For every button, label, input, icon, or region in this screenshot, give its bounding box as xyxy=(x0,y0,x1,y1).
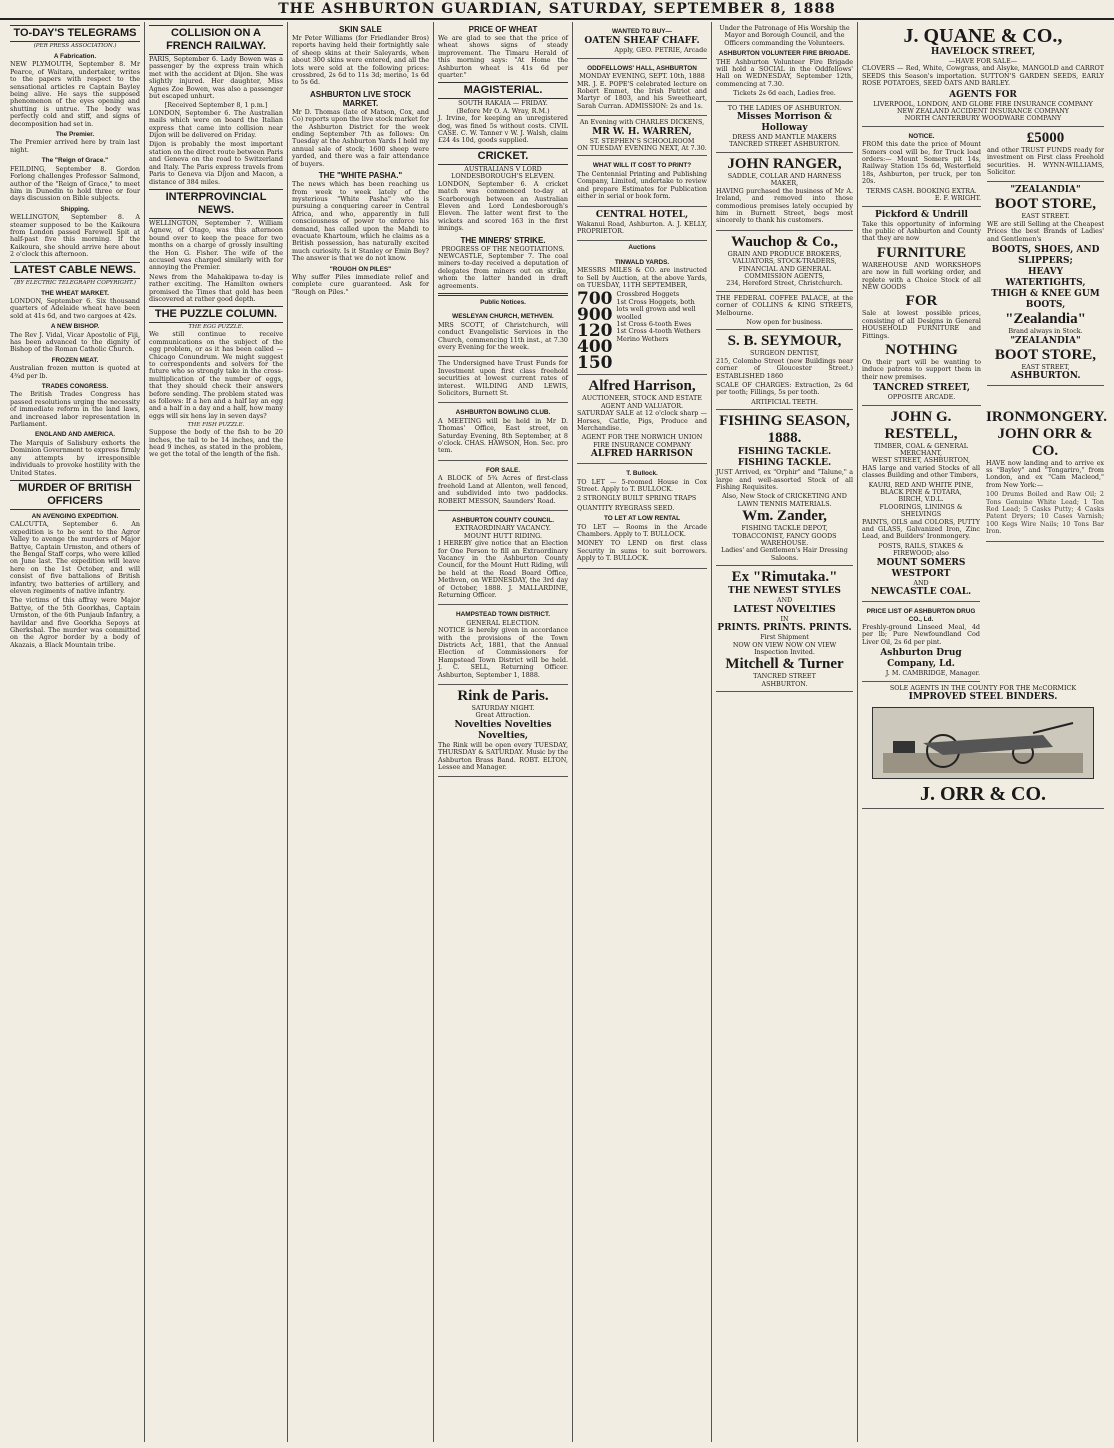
fire-tickets: Tickets 2s 6d each, Ladies free. xyxy=(733,89,836,98)
collision-text: PARIS, September 6. Lady Bowen was a passenger by the express train which met with the accident at Dijon. She was slightly injured. Her daughter, Miss Agnes Zoe Bowen, was also a passenger but escaped unhurt. xyxy=(149,55,283,101)
harrison-heading: Alfred Harrison, xyxy=(588,378,696,395)
stock-line-5: Merino Wethers xyxy=(616,334,669,343)
qty-400: 400 xyxy=(577,337,613,358)
stephens: ST. STEPHEN'S SCHOOLROOM xyxy=(589,136,695,145)
boots-text: WE are still Selling at the Cheapest Prices the best Brands of Ladies' and Gentlemen's xyxy=(986,219,1104,243)
forsale-ad xyxy=(438,461,568,511)
binder-engraving xyxy=(872,707,1094,779)
qty-700: 700 xyxy=(577,289,613,310)
coal-notice-ad xyxy=(862,127,981,207)
hampstead-sub: GENERAL ELECTION. xyxy=(466,618,540,627)
puzzle-sub: THE EGG PUZZLE. xyxy=(188,324,244,331)
drug-manager: J. M. CAMBRIDGE, Manager. xyxy=(885,669,980,678)
tinwald-ad xyxy=(577,253,707,376)
pickford-heading: Pickford & Undrill xyxy=(875,209,968,220)
restell-sub: TIMBER, COAL & GENERAL MERCHANT, xyxy=(873,441,968,457)
cricket-sub: AUSTRALIANS V LORD LONDESBOROUGH'S ELEVEN. xyxy=(451,164,555,181)
ranger-heading: JOHN RANGER, xyxy=(727,155,842,172)
skin-heading: SKIN SALE xyxy=(339,25,382,34)
morrison-ad xyxy=(716,102,853,153)
federal-ad xyxy=(716,292,853,331)
magisterial-before: (Before Mr O. A. Wray, R.M.) xyxy=(456,106,550,115)
and-text: AND xyxy=(776,596,793,605)
zander-sub: FISHING TACKLE DEPOT, TOBACCONIST, FANCY GOODS WAREHOUSE. xyxy=(732,524,837,548)
wanted-ad xyxy=(577,22,707,59)
puzzle-text: We still continue to receive communications on the subject of the egg problem, or as it has been called — Chicago Conundrum. We might suggest to correspondents and solvers for the future who so strongly take in the cross-multiplication of the number of eggs, that they should check their answers before sending. The problem stated was as follows: If a hen and a half lay an egg and a half in a day and a half, how many eggs will six hens lay in seven days? xyxy=(149,330,283,420)
orr-ad xyxy=(986,406,1108,542)
floorings: FLOORINGS, LININGS & SHELVINGS xyxy=(879,502,963,519)
council-heading: ASHBURTON COUNTY COUNCIL. xyxy=(451,516,555,524)
orr-signature: J. ORR & CO. xyxy=(919,782,1047,805)
fire-text: THE Ashburton Volunteer Fire Brigade will hold a SOCIAL in the Oddfellows' Hall on WEDNESDAY, September 12th, commencing at 7.30. xyxy=(716,57,853,88)
for-text: FOR xyxy=(905,293,938,310)
skin-text: Mr Peter Williams (for Friedlander Bros) reports having held their fortnightly sale of sheep skins at their Saleyards, when about 300 skins were entered, and all the lots were sold at the following prices: crossbred, 2s 6d to 11s 3d; merino, 1s 6d to 5s 6d. xyxy=(292,34,429,87)
furniture-text: FURNITURE xyxy=(876,244,967,261)
nothing-detail: On their part will be wanting to induce patrons to support them in their new premises. xyxy=(862,357,981,381)
wauchop-text: 234, Hereford Street, Christchurch. xyxy=(726,279,843,288)
newcastle-coal: NEWCASTLE COAL. xyxy=(870,587,972,598)
and-coal: AND xyxy=(913,578,929,587)
patronage-text: Under the Patronage of His Worship the Mayor and Borough Council, and the Officers commanding the Volunteers. xyxy=(719,24,850,47)
oddfellows-text: MR. J. E. POPE'S celebrated lecture on Robert Emmet, the Irish Patriot and Martyr of 1803, and his Sweetheart, Sarah Curran. ADMISSION: 2s and 1s. xyxy=(577,79,707,110)
stock-text: Mr D. Thomas (late of Matson, Cox, and Co) reports upon the live stock market for the Ashburton District for the week ending September 7th as follows: On Tuesday at the Ashburton Yards I held my annual sale of stock; 1600 sheep were yarded, and there was a fair attendance of buyers. xyxy=(292,107,429,168)
notice-heading: NOTICE. xyxy=(908,132,935,140)
wesleyan-ad xyxy=(438,307,568,357)
shipping-heading: Shipping. xyxy=(60,205,90,213)
stephens-date: ON TUESDAY EVENING NEXT, At 7.30. xyxy=(577,144,707,153)
east-street: EAST STREET. xyxy=(1021,212,1070,221)
wilcost-ad xyxy=(577,156,707,206)
oddfellows-date: MONDAY EVENING, SEPT. 10th, 1888 xyxy=(579,72,705,81)
morrison-heading: Misses Morrison & Holloway xyxy=(736,112,833,134)
notice-text: FROM this date the price of Mount Somers coal will be, for Truck load orders:— Mount Somers pit 14s, Railway Station 15s 6d, Westerfield 18s, Ashburton, per truck, per ton 20s. xyxy=(862,140,981,186)
fishing-heading: FISHING SEASON, 1888. xyxy=(719,413,850,447)
pickford-ad xyxy=(862,207,981,406)
qty-150: 150 xyxy=(577,353,613,374)
agent-text: AGENT FOR THE NORWICH UNION FIRE INSURANCE COMPANY xyxy=(581,433,703,449)
boot-store: BOOT STORE, xyxy=(994,196,1097,213)
quane-sale: —HAVE FOR SALE— xyxy=(948,57,1018,65)
orr-text: HAVE now landing and to arrive ex ss "Bayley" and "Tongariro," from London, and ex "Cam Macleod," from New York:— xyxy=(986,458,1104,489)
miners-text: NEWCASTLE, September 7. The coal miners to-day received a deputation of delegates from miners out on strike, whom the latter handed in draft agreements. xyxy=(438,251,568,290)
drug-company: Ashburton Drug Company, Ld. xyxy=(880,648,962,670)
puzzle-heading: THE PUZZLE COLUMN. xyxy=(149,306,283,323)
tackle-heading: FISHING TACKLE. xyxy=(737,447,832,458)
bishop-text: The Rev J. Vidal, Vicar Apostolic of Fiji, has been advanced to the dignity of Bishop of the Roman Catholic Church. xyxy=(10,330,140,354)
rough-heading: "ROUGH ON PILES" xyxy=(329,265,392,273)
wanted-contact: Apply, GEO. PETRIE, Arcade xyxy=(614,46,707,55)
ryegrass-text: QUANTITY RYEGRASS SEED. xyxy=(577,503,675,512)
wauchop-heading: Wauchop & Co., xyxy=(731,233,838,250)
fabrication-heading: A Fabrication. xyxy=(53,53,97,60)
london-text: LONDON, September 6. The Australian mails which were on board the Italian express that came into collision near Dijon will be delivered on Friday. xyxy=(149,108,283,140)
fabrication-text: NEW PLYMOUTH, September 8. Mr Pearce, of Waitara, undertaker, writes to the papers with respect to the sensational articles re Captain Bayley being alive. He says the supposed phenomenon of the eyes opening and shutting is untrue. The body was perfectly cold and stiff, and signs of decomposition had set in. xyxy=(10,60,140,128)
tinwald-text: MESSRS MILES & CO. are instructed to Sell by Auction, at the above Yards, on TUESDAY, 11TH SEPTEMBER, xyxy=(577,266,707,289)
rimutaka: Ex "Rimutaka." xyxy=(731,569,838,586)
rink-sub2: Great Attraction. xyxy=(475,711,531,720)
trades-heading: TRADES CONGRESS. xyxy=(41,383,109,391)
latest-novelties: LATEST NOVELTIES xyxy=(733,604,836,615)
brand-stock: Brand always in Stock. xyxy=(1008,327,1083,336)
harrison-text: SATURDAY SALE at 12 o'clock sharp — Horses, Cattle, Pigs, Produce and Merchandise. xyxy=(577,409,707,432)
wesleyan-heading: WESLEYAN CHURCH, METHVEN. xyxy=(452,313,554,321)
paints: PAINTS, OILS and COLORS, PUTTY and GLASS, Galvanized Iron, Zinc Lead, and Builders' Ironmongery. xyxy=(862,517,980,541)
reign-text: FEILDING, September 8. Gordon Forlong challenges Professor Salmond, author of the "Reign of Grace," to meet him in Dunedin to hold three or four days discussion on Bible subjects. xyxy=(10,164,140,203)
ranger-text: HAVING purchased the business of Mr A. Ireland, and removed into those commodious premises lately occupied by him in Burnett Street, begs most sincerely to thank his customers. xyxy=(716,186,853,225)
boot-store-footer: BOOT STORE, xyxy=(994,346,1097,363)
westport: WESTPORT xyxy=(891,568,951,579)
bishop-heading: A NEW BISHOP. xyxy=(50,323,100,331)
avenging-text: CALCUTTA, September 6. An expedition is to be sent to the Agror Valley to avenge the murders of Major Battye, Captain Urmston, and others of the Bengal Staff corps, who were killed on June last. The expedition will leave here on the 1st October, and will consist of five battalions of British infantry, two batteries of artillery, and eleven regiments of native infantry. xyxy=(10,520,140,595)
hampstead-heading: HAMPSTEAD TOWN DISTRICT. xyxy=(456,611,550,619)
pasha-text: The news which has been reaching us from week to week lately of the mysterious "White Pasha" who is pursuing a conquering career in Central Africa, and who, apparently in full consciousness of power to enforce his demand, has called upon the Mahdi to evacuate Khartoum, which he claims as a British possession, has naturally excited much curiosity. Is it Stanley or Emin Bey? The answer is that we do not know. xyxy=(292,180,429,263)
cable-heading: LATEST CABLE NEWS. xyxy=(10,262,140,279)
drug-text: Freshly-ground Linseed Meal, 4d per lb; Pure Newfoundland Cod Liver Oil, 2s 6d per pint. xyxy=(862,622,980,646)
press-credit: (PER PRESS ASSOCIATION.) xyxy=(33,43,117,49)
drug-heading: PRICE LIST OF ASHBURTON DRUG CO., Ld. xyxy=(866,608,976,623)
tancred-store: TANCRED STREET, xyxy=(872,383,971,394)
council-text: I HEREBY give notice that an Election for One Person to fill an Extraordinary Vacancy in the Ashburton County Council, for the Mount Hutt Riding, will be held at the Road Board Office, Methven, on WEDNESDAY, the 3rd day of October, 1888. J. MALLARDINE, Returning Officer. xyxy=(438,539,568,599)
ashburton-footer: ASHBURTON. xyxy=(1010,370,1081,381)
qty-120: 120 xyxy=(577,321,613,342)
restell-addr: WEST STREET, ASHBURTON, xyxy=(871,456,971,465)
column-5 xyxy=(573,22,712,1442)
pasha-heading: THE "WHITE PASHA." xyxy=(318,171,403,181)
miners-heading: THE MINERS' STRIKE. xyxy=(460,235,546,245)
money-text: MONEY TO LEND on first class Security in sums to suit borrowers. Apply to T. BULLOCK. xyxy=(577,539,707,563)
bowling-heading: ASHBURTON BOWLING CLUB. xyxy=(455,409,551,417)
tackle-heading-2: FISHING TACKLE. xyxy=(737,458,832,469)
fish-text: Suppose the body of the fish to be 20 inches, the tail to be 14 inches, and the head 9 inches, as stated in the problem, we get the total of the length of the fish. xyxy=(149,428,283,459)
seymour-ad xyxy=(716,330,853,410)
quane-street: HAVELOCK STREET, xyxy=(930,47,1036,57)
wanted-heading: WANTED TO BUY— xyxy=(612,28,672,35)
federal-text: THE FEDERAL COFFEE PALACE, at the corner of COLLINS & KING STREETS, Melbourne. xyxy=(716,293,853,317)
tolet-text: TO LET — 5-roomed House in Cox Street. Apply to T. BULLOCK. xyxy=(577,477,707,493)
column-2 xyxy=(145,22,288,1442)
telegrams-heading: TO-DAY'S TELEGRAMS xyxy=(10,25,140,42)
fishing-ad xyxy=(716,410,853,566)
seymour-sub: SURGEON DENTIST, xyxy=(749,349,820,358)
council-sub2: MOUNT HUTT RIDING. xyxy=(463,531,543,540)
ironmongery-heading: IRONMONGERY. xyxy=(986,408,1108,425)
wright-text: E. F. WRIGHT. xyxy=(934,194,981,203)
reign-heading: The "Reign of Grace." xyxy=(41,157,109,165)
england-text: The Marquis of Salisbury exhorts the Dominion Government to express firmly any attempts by irresponsible individuals to provoke hostility with the United States. xyxy=(10,438,140,477)
wesleyan-text: MRS SCOTT, of Christchurch, will conduct Evangelistic Services in the Church, commencing 11th inst., at 7.30 every Evening for the week. xyxy=(438,320,568,351)
mount-somers: MOUNT SOMERS xyxy=(876,557,966,568)
magisterial-heading: MAGISTERIAL. xyxy=(438,82,568,99)
column-6 xyxy=(712,22,858,1442)
ranger-ad xyxy=(716,153,853,231)
received-note: [Received September 8, 1 p.m.] xyxy=(164,101,268,110)
federal-open: Now open for business. xyxy=(746,317,823,326)
prints-ad xyxy=(716,566,853,692)
lowrental-heading: TO LET AT LOW RENTAL xyxy=(603,515,681,523)
wheat-heading: THE WHEAT MARKET. xyxy=(41,289,109,297)
council-ad xyxy=(438,511,568,605)
column-3 xyxy=(288,22,434,1442)
scale-text: SCALE OF CHARGES: Extraction, 2s 6d per tooth; Fillings, 5s per tooth. xyxy=(716,381,853,397)
zander-heading: Wm. Zander, xyxy=(742,508,827,525)
wilcost-text: The Centennial Printing and Publishing Company, Limited, undertake to review and prepare Estimates for Publication either in serial or book form. xyxy=(577,169,707,201)
trust-funds-ad xyxy=(987,127,1104,183)
cricketing-text: Also, New Stock of CRICKETING AND LAWN TENNIS MATERIALS. xyxy=(722,492,847,508)
zealandia-ad xyxy=(987,182,1104,385)
columns xyxy=(6,22,1108,1442)
boots: BOOTS, SHOES, AND SLIPPERS; xyxy=(991,245,1100,267)
miners-sub: PROGRESS OF THE NEGOTIATIONS. xyxy=(441,244,565,253)
bowling-ad xyxy=(438,403,568,460)
rough-text: Why suffer Piles immediate relief and complete cure guaranteed. Ask for "Rough on Piles." xyxy=(292,272,429,296)
birch: BIRCH, V.D.L. xyxy=(898,495,944,504)
quane-ad xyxy=(862,22,1104,127)
harrison-ad xyxy=(577,375,707,464)
lowest-text: Sale at lowest possible prices, consisting of all Designs in General HOUSEHOLD FURNITURE and Fittings. xyxy=(862,309,981,340)
bullock-ad xyxy=(577,464,707,568)
agents-2: NEW ZEALAND ACCIDENT INSURANCE COMPANY xyxy=(896,107,1070,116)
hawera-text: News from the Mahakipawa to-day is rather exciting. The Hamilton owners promised the Times that gold has been discovered at rather good depth. xyxy=(149,272,283,303)
first-shipment: First Shipment xyxy=(760,633,809,642)
rink-text: The Rink will be open every TUESDAY, THURSDAY & SATURDAY. Music by the Ashburton Brass Band. ROBT. ELTON, Lessee and Manager. xyxy=(438,740,568,772)
rink-heading: Rink de Paris. xyxy=(457,688,549,705)
now-on-view: NOW ON VIEW NOW ON VIEW xyxy=(732,640,837,649)
column-4 xyxy=(434,22,573,1442)
bowling-text: A MEETING will be held in Mr D. Thomas' Office, East street, on Saturday Evening, 8th September, at 8 o'clock. CHAS. HAWSON, Hon. Sec. pro tem. xyxy=(438,416,568,455)
trust-text: The Undersigned have Trust Funds for Investment upon first class freehold securities at lowest current rates of interest. WILDING AND LEWIS, Solicitors, Burnett St. xyxy=(438,359,568,398)
column-7 xyxy=(858,22,1108,1442)
quane-text: CLOVERS — Red, White, Cowgrass, and Alsyke, MANGOLD and CARROT SEEDS this Season's importation. SUTTON'S GARDEN SEEDS, EARLY ROSE POTATOES, SEED OATS AND BARLEY. xyxy=(862,64,1104,88)
newest-styles: THE NEWEST STYLES xyxy=(728,586,841,597)
five-thousand: £5000 xyxy=(1026,129,1065,146)
fire-ad xyxy=(716,22,853,102)
morrison-sub: DRESS AND MANTLE MAKERS TANCRED STREET ASHBURTON. xyxy=(729,133,840,149)
mitchell-turner: Mitchell & Turner xyxy=(725,656,844,673)
forsale-heading: FOR SALE. xyxy=(485,466,521,474)
forsale-text: A BLOCK of 5¾ Acres of first-class freehold Land at Allenton, well fenced, and subdivided into two paddocks. ROBERT MESSON, Saunders' Road. xyxy=(438,474,568,505)
ashburton-text: ASHBURTON. xyxy=(761,679,808,688)
east-street-footer: EAST STREET, xyxy=(1021,362,1070,371)
novelties: Novelties Novelties Novelties, xyxy=(454,719,552,741)
price-text: We are glad to see that the price of wheat shows signs of steady improvement. The Timaru Herald of this morning says: "At Home the Ashburton wheat is 41s 6d per quarter." xyxy=(438,34,568,80)
murder-heading: MURDER OF BRITISH OFFICERS xyxy=(10,480,140,510)
alfred-harrison: ALFRED HARRISON xyxy=(590,449,694,460)
wauchop-sub: GRAIN AND PRODUCE BROKERS, VALUATORS, STOCK-TRADERS, FINANCIAL AND GENERAL COMMISSION AGENTS, xyxy=(727,249,842,280)
pickford-text: Take this opportunity of informing the public of Ashburton and County that they are now xyxy=(862,219,981,243)
tinwald-heading: TINWALD YARDS. xyxy=(614,258,670,266)
stock-line-3: 1st Cross 6-tooth Ewes xyxy=(616,319,692,328)
opposite-arcade: OPPOSITE ARCADE. xyxy=(887,393,956,402)
terms-text: TERMS CASH. BOOKING EXTRA. xyxy=(866,186,977,195)
wilcost-heading: WHAT WILL IT COST TO PRINT? xyxy=(592,162,692,170)
wanted-item: OATEN SHEAF CHAFF. xyxy=(584,36,700,47)
restell-heading: JOHN G. RESTELL, xyxy=(884,408,958,442)
harrison-sub: AUCTIONEER, STOCK AND ESTATE AGENT AND VALUATOR. xyxy=(582,394,702,410)
wauchop-ad xyxy=(716,231,853,292)
dickens-heading: An Evening with CHARLES DICKENS, xyxy=(579,118,705,127)
victims-text: The victims of this affray were Major Battye, of the 5th Goorkhas, Captain Urmston, of the 6th Punjaub Infantry, a havildar and five Goorkha Sepoys at Gherkshal. The murder was committed on the Agror border by a body of Akazais, a Black Mountain tribe. xyxy=(10,596,140,649)
shipping-text: WELLINGTON, September 8. A steamer supposed to be the Kaikoura from London passed Farewell Spit at half-past five this morning. If the Kaikoura, she should arrive here about 2 o'clock this afternoon. xyxy=(10,213,140,259)
quane-heading: J. QUANE & CO., xyxy=(903,25,1063,47)
cable-sub: (BY ELECTRIC TELEGRAPH COPYRIGHT.) xyxy=(14,279,136,286)
wheat-text: LONDON, September 6. Six thousand quarters of Adelaide wheat have been sold at 41s 6d, and two cargoes at 42s. xyxy=(10,296,140,320)
england-heading: ENGLAND AND AMERICA. xyxy=(34,431,116,439)
oddfellows-ad xyxy=(577,59,707,116)
in-text: IN xyxy=(780,614,789,623)
nothing-text: NOTHING xyxy=(885,341,958,358)
dickens-ad xyxy=(577,116,707,156)
dijon-text: Dijon is probably the most important station on the direct route between Paris and Geneva on the road to Switzerland and Italy. The Paris express travels from Paris to Geneva via Dijon and Macon, a distance of 384 miles. xyxy=(149,140,283,186)
warehouse-text: WAREHOUSE AND WORKSHOPS are now in full working order, and replete with a Choice Stock of all NEW GOODS xyxy=(862,260,981,291)
central-text: Wakanui Road, Ashburton. A. J. KELLY, PROPRIETOR. xyxy=(577,219,707,235)
inter-heading: INTERPROVINCIAL NEWS. xyxy=(149,189,283,219)
meat-text: Australian frozen mutton is quoted at 4¾d per lb. xyxy=(10,364,140,380)
rink-ad xyxy=(438,685,568,777)
black-pine: BLACK PINE & TOTARA, xyxy=(880,488,962,497)
auctions-heading: Auctions xyxy=(628,244,656,252)
agents-3: NORTH CANTERBURY WOODWARE COMPANY xyxy=(904,114,1062,123)
zander-text: Ladies' and Gentlemen's Hair Dressing Saloons. xyxy=(721,546,848,562)
springs-text: 2 STRONGLY BUILT SPRING TRAPS xyxy=(577,494,697,503)
sole-agents: SOLE AGENTS IN THE COUNTY FOR THE McCORMICK xyxy=(889,683,1077,692)
warren: MR W. H. WARREN, xyxy=(592,126,692,137)
stock-line-4: 1st Cross 4-tooth Wethers xyxy=(616,327,701,336)
notices-heading: Public Notices. xyxy=(480,298,526,306)
fire-heading: ASHBURTON VOLUNTEER FIRE BRIGADE. xyxy=(718,50,851,58)
zealandia-brand: "Zealandia" xyxy=(1005,311,1086,328)
central-heading: CENTRAL HOTEL, xyxy=(595,209,689,220)
rink-sub: SATURDAY NIGHT. xyxy=(471,704,535,713)
ladies-text: TO THE LADIES OF ASHBURTON. xyxy=(727,103,842,112)
heavy: HEAVY WATERTIGHTS, THIGH & KNEE GUM BOOTS, xyxy=(991,267,1100,311)
binders-heading: IMPROVED STEEL BINDERS. xyxy=(908,691,1058,702)
cricket-heading: CRICKET. xyxy=(438,148,568,165)
orr-list: 100 Drums Boiled and Raw Oil; 2 Tons Genuine White Lead; 1 Ton Red Lead; 5 Casks Putty; 4 Casks Patent Dryers; 10 Cases Varnish; 100 Kegs Wire Nails; 10 Tons Bar Iron. xyxy=(986,490,1104,536)
collision-heading: COLLISION ON A FRENCH RAILWAY. xyxy=(149,25,283,55)
agents-heading: AGENTS FOR xyxy=(949,89,1017,100)
binder-machine-icon xyxy=(883,713,1083,773)
trades-text: The British Trades Congress has passed resolutions urging the necessity of immediate reform in the land laws, and increased labor representation in Parliament. xyxy=(10,390,140,429)
inspection: Inspection Invited. xyxy=(754,647,815,656)
bullock-heading: T. Bullock. xyxy=(626,470,658,478)
premier-text: The Premier arrived here by train last night. xyxy=(10,138,140,154)
seymour-text: 215, Colombo Street (new Buildings near corner of Gloucester Street.) ESTABLISHED 1860 xyxy=(716,356,853,380)
zealandia-footer: "ZEALANDIA" xyxy=(1010,335,1081,346)
premier-heading: The Premier. xyxy=(55,131,95,139)
drug-ad xyxy=(862,602,980,681)
restell-text: HAS large and varied Stocks of all classes Building and other Timbers, xyxy=(862,463,980,480)
cricket-text: LONDON, September 6. A cricket match was commenced to-day at Scarborough between an Australian Eleven and Lord Londesborough's Eleven. The latter went first to the wickets and scored 163 in the first innings. xyxy=(438,179,568,233)
trust-funds-text: and other TRUST FUNDS ready for investment on First class Freehold securities. H. WYNN-WILLIAMS, Solicitor. xyxy=(986,145,1104,177)
magisterial-text: J. Irvine, for keeping an unregistered dog, was fined 5s without costs. CIVIL CASE. C. W. Tanner v W. J. Walsh, claim £24 4s 10d, goods supplied. xyxy=(438,114,568,145)
hampstead-text: NOTICE is hereby given in accordance with the provisions of the Town Districts Act, 1881, that the Annual Election of Commissioners for Hampstead Town District will be held. J. C. SELL, Returning Officer. Ashburton, September 1, 1888. xyxy=(438,626,568,679)
inter-text: WELLINGTON, September 7. William Agnew, of Otago, was this afternoon bound over to keep the peace for two months on a charge of grossly insulting the Hon G. Fisher. The wife of the accused was charged similarly with for annoying the Premier. xyxy=(149,218,283,272)
avenging-heading: AN AVENGING EXPEDITION. xyxy=(31,512,119,520)
ranger-sub: SADDLE, COLLAR AND HARNESS MAKER, xyxy=(727,171,842,188)
hampstead-ad xyxy=(438,605,568,685)
orr-heading: JOHN ORR & CO. xyxy=(997,425,1093,459)
masthead: THE ASHBURTON GUARDIAN, SATURDAY, SEPTEMBER 8, 1888 xyxy=(0,0,1114,20)
seymour-heading: S. B. SEYMOUR, xyxy=(727,333,842,350)
magisterial-sub: SOUTH RAKAIA — FRIDAY. xyxy=(458,99,548,108)
divider xyxy=(438,293,568,296)
artificial-text: ARTIFICIAL TEETH. xyxy=(751,397,818,406)
central-ad xyxy=(577,207,707,242)
fish-heading: THE FISH PUZZLE. xyxy=(187,422,245,429)
binders-ad xyxy=(862,682,1104,809)
stock-line-1: Crossbred Hoggets xyxy=(616,290,680,299)
stock-line-2: 1st Cross Hoggets, both lots well grown and well woolled xyxy=(616,297,696,321)
prints-text: PRINTS. PRINTS. PRINTS. xyxy=(717,623,852,634)
qty-900: 900 xyxy=(577,305,613,326)
meat-heading: FROZEN MEAT. xyxy=(51,356,99,364)
zealandia-heading: "ZEALANDIA" xyxy=(1010,185,1081,196)
agents-1: LIVERPOOL, LONDON, AND GLOBE FIRE INSURANCE COMPANY xyxy=(873,99,1093,108)
stock-heading: ASHBURTON LIVE STOCK MARKET. xyxy=(309,89,412,108)
kauri: KAURI, RED AND WHITE PINE, xyxy=(868,480,974,489)
posts: POSTS, RAILS, STAKES & FIREWOOD; also xyxy=(878,541,964,558)
price-heading: PRICE OF WHEAT xyxy=(468,25,538,34)
column-1 xyxy=(6,22,145,1442)
restell-ad xyxy=(862,406,980,603)
trust-ad xyxy=(438,357,568,403)
tancred-street: TANCRED STREET xyxy=(753,672,816,681)
tackle-text: JUST Arrived, ex "Orphir" and "Talune," a large and well-assorted Stock of all Fishing Requisites. xyxy=(716,468,853,492)
tolet2-text: TO LET — Rooms in the Arcade Chambers. Apply to T. BULLOCK. xyxy=(577,522,707,539)
council-sub: EXTRAORDINARY VACANCY. xyxy=(455,524,551,533)
oddfellows-heading: ODDFELLOWS' HALL, ASHBURTON xyxy=(587,64,697,72)
